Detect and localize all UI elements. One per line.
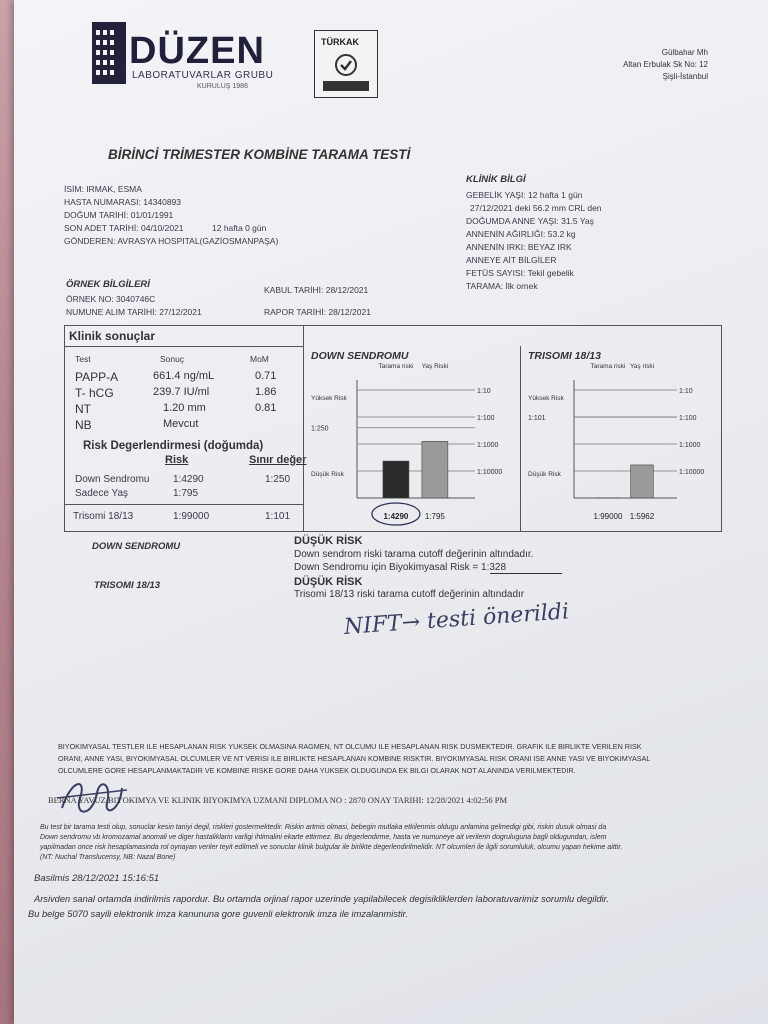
divider: [303, 346, 304, 531]
result-value: Mevcut: [163, 418, 199, 430]
chart-title: DOWN SENDROMU: [311, 350, 409, 362]
y-high-label: Yüksek Risk: [311, 395, 347, 402]
trisomy-chart: [524, 348, 719, 528]
conclusion-text: Down sendrom riski tarama cutoff değerinin altındadır.: [294, 549, 534, 560]
signature-line: BERNA YAVUZ BIYOKIMYA VE KLINIK BIYOKIMYA UZMANI DIPLOMA NO : 2870 ONAY TARIHI: 12/28/2021 4:02:56 PM: [48, 795, 508, 805]
lab-logo-icon: [92, 22, 126, 84]
divider: [520, 346, 521, 531]
result-value: 239.7 IU/ml: [153, 386, 210, 398]
y-tick-label: 1:10000: [679, 469, 705, 476]
patient-name: İSİM: IRMAK, ESMA: [64, 184, 142, 194]
report-title: BİRİNCİ TRİMESTER KOMBİNE TARAMA TESTİ: [108, 147, 411, 162]
accreditation-badge: [314, 30, 378, 98]
data-label: 1:4290: [383, 512, 409, 521]
conclusion-verdict: DÜŞÜK RİSK: [294, 576, 363, 588]
sample-collected: NUMUNE ALIM TARİHİ: 27/12/2021: [66, 307, 202, 317]
results-header: [65, 326, 304, 347]
clinical-line: DOĞUMDA ANNE YAŞI: 31.5 Yaş: [466, 216, 594, 226]
y-tick-label: 1:1000: [679, 442, 701, 449]
clinical-line: FETÜS SAYISI: Tekil gebelik: [466, 268, 574, 278]
lab-brand-name: DÜZEN: [129, 30, 265, 72]
result-mom: 0.71: [255, 370, 277, 382]
risk-cutoff: 1:250: [265, 474, 291, 485]
address-line-2: Altan Erbulak Sk No: 12: [623, 60, 708, 69]
risk-header-risk: Risk: [165, 454, 189, 466]
sample-no: ÖRNEK NO: 3040746C: [66, 294, 156, 304]
results-header-test: Test: [75, 354, 91, 364]
address-line-1: Gülbahar Mh: [661, 48, 708, 57]
clinical-line: 27/12/2021 deki 56.2 mm CRL den: [470, 203, 602, 213]
risk-value: 1:99000: [173, 511, 210, 522]
handwritten-note: NIFT→ testi önerildi: [343, 599, 570, 640]
chart-title: TRISOMI 18/13: [528, 350, 601, 362]
archive-note: Arsivden sanal ortamda indirilmis rapordur. Bu ortamda orjinal rapor uzerinde yapilabilecek degisikliklerden laboratuvarimiz sorumlu degildir.: [34, 894, 609, 904]
result-mom: 1.86: [255, 386, 277, 398]
sample-accepted: KABUL TARİHİ: 28/12/2021: [264, 285, 369, 295]
address-line-3: Şişli-İstanbul: [662, 72, 708, 81]
disclaimer-line: BIYOKIMYASAL TESTLER ILE HESAPLANAN RISK YUKSEK OLMASINA RAGMEN, NT OLCUMU ILE HESAPLANAN RISK DUSMEKTEDIR. GRAFIK ILE BIRLIKTE VERILEN RISK: [58, 742, 642, 751]
category-label: Yaş riski: [629, 363, 655, 370]
y-low-label: Düşük Risk: [528, 471, 561, 478]
conclusion-text: Trisomi 18/13 riski tarama cutoff değerinin altındadır: [294, 589, 525, 600]
y-tick-label: 1:10: [477, 388, 491, 395]
patient-dob: DOĞUM TARİHİ: 01/01/1991: [64, 210, 174, 220]
result-test: T- hCG: [75, 386, 114, 400]
y-tick-label: 1:101: [528, 415, 546, 423]
y-tick-label: 1:250: [311, 425, 329, 433]
divider: [65, 504, 303, 505]
patient-record: HASTA NUMARASI: 14340893: [64, 197, 182, 207]
result-test: NT: [75, 402, 91, 416]
checkmark-icon: [334, 53, 358, 77]
footnote-line: yapilmadan once risk hesaplamasinda rol oynayan veriler teyit edilmeli ve sonuclar klinik bulgular ile birlikte degerlendirilmelidir. NT olcumleri ile ilgili sorumluluk, olcumu yapan hekime aittir.: [40, 844, 623, 851]
y-high-label: Yüksek Risk: [528, 395, 564, 402]
sample-info-title: ÖRNEK BİLGİLERİ: [66, 279, 150, 290]
patient-sender: GÖNDEREN: AVRASYA HOSPITAL(GAZİOSMANPAŞA): [64, 236, 279, 246]
result-value: 1.20 mm: [163, 402, 206, 414]
footnote-line: Down sendromu vb kromozamal anomali ve diger hastaliklarin varligi ihtimalini ekarte ettirmez. Bu degerlendirme, hasta ve numuneye ait verilerin dogruluguna bagli oldugundan, islem: [40, 834, 607, 841]
footnote-line: (NT: Nuchal Translucensy, NB: Nazal Bone): [40, 854, 176, 861]
clinical-line: TARAMA: İlk ornek: [466, 281, 538, 291]
lab-founded: KURULUŞ 1986: [197, 83, 248, 90]
lab-brand-subtitle: LABORATUVARLAR GRUBU: [132, 70, 274, 81]
risk-cutoff: 1:101: [265, 511, 291, 522]
risk-value: 1:795: [173, 488, 199, 499]
patient-lmp-weeks: 12 hafta 0 gün: [212, 223, 267, 233]
patient-lmp: SON ADET TARİHİ: 04/10/2021: [64, 223, 184, 233]
category-label: Yaş Riski: [421, 363, 449, 370]
risk-label: Sadece Yaş: [75, 488, 129, 499]
results-title: Klinik sonuçlar: [69, 329, 156, 343]
report-page: [14, 0, 768, 1024]
conclusion-label: TRISOMI 18/13: [94, 580, 160, 591]
y-tick-label: 1:100: [477, 415, 495, 422]
results-header-mom: MoM: [250, 354, 269, 364]
clinical-line: ANNEYE AİT BİLGİLER: [466, 255, 557, 265]
category-label: Tarama riski: [378, 363, 414, 370]
result-test: NB: [75, 418, 92, 432]
category-label: Tarama riski: [590, 363, 626, 370]
disclaimer-line: OLCUMLERE GORE HESAPLANMAKTADIR VE KOMBINE RISKE GORE DAHA YUKSEK OLDUGUNDA EK BILGI OLARAK NOT ALANINDA VERILMEKTEDIR.: [58, 766, 576, 775]
data-label: 1:5962: [629, 512, 655, 521]
clinical-info-title: KLİNİK BİLGİ: [466, 174, 526, 185]
bar: [383, 461, 409, 498]
down-syndrome-chart: [307, 348, 517, 528]
y-tick-label: 1:10000: [477, 469, 503, 476]
bar: [422, 441, 448, 498]
accreditation-label: TÜRKAK: [321, 37, 359, 47]
risk-label: Trisomi 18/13: [73, 511, 134, 522]
y-tick-label: 1:10: [679, 388, 693, 395]
conclusion-text: Down Sendromu için Biyokimyasal Risk = 1:328: [294, 562, 507, 573]
results-panel: [64, 325, 722, 532]
risk-header-cutoff: Sınır değer: [249, 454, 307, 466]
risk-title: Risk Degerlendirmesi (doğumda): [83, 440, 264, 452]
clinical-line: ANNENİN IRKI: BEYAZ IRK: [466, 242, 572, 252]
bar: [631, 465, 654, 498]
printed-timestamp: Basilmis 28/12/2021 15:16:51: [34, 873, 160, 884]
footnote-line: Bu test bir tarama testi olup, sonuclar kesin taniyi degil, riskleri gostermektedir. Riskin artmis olmasi, bebegin mutlaka etkilenmis oldugu anlamina gelmedigi gibi, riskin dusuk olmasi da: [40, 824, 607, 831]
conclusion-verdict: DÜŞÜK RİSK: [294, 535, 363, 547]
sample-reported: RAPOR TARİHİ: 28/12/2021: [264, 307, 371, 317]
data-label: 1:99000: [593, 512, 623, 521]
archive-note: Bu belge 5070 sayili elektronik imza kanununa gore guvenli elektronik imza ile imzalanmistir.: [28, 909, 408, 919]
data-label: 1:795: [424, 512, 445, 521]
result-value: 661.4 ng/mL: [153, 370, 215, 382]
result-mom: 0.81: [255, 402, 277, 414]
underline: [490, 573, 562, 574]
result-test: PAPP-A: [75, 370, 119, 384]
clinical-line: ANNENİN AĞIRLIĞI: 53.2 kg: [466, 229, 576, 239]
disclaimer-line: ORANI, ANNE YASI, BIYOKIMYASAL OLCUMLER VE NT VERISI ILE BIRLIKTE HESAPLANAN KOMBINE RISKTIR. BIYOKIMYASAL RISK ORANI ISE ANNE YASI VE BIYOKIMYASAL: [58, 754, 651, 763]
conclusion-label: DOWN SENDROMU: [92, 541, 181, 552]
risk-label: Down Sendromu: [75, 474, 150, 485]
risk-value: 1:4290: [173, 474, 204, 485]
y-tick-label: 1:1000: [477, 442, 499, 449]
y-low-label: Düşük Risk: [311, 471, 344, 478]
accreditation-code-bar: [323, 81, 369, 91]
results-header-result: Sonuç: [160, 354, 185, 364]
clinical-line: GEBELİK YAŞI: 12 hafta 1 gün: [466, 190, 583, 200]
y-tick-label: 1:100: [679, 415, 697, 422]
